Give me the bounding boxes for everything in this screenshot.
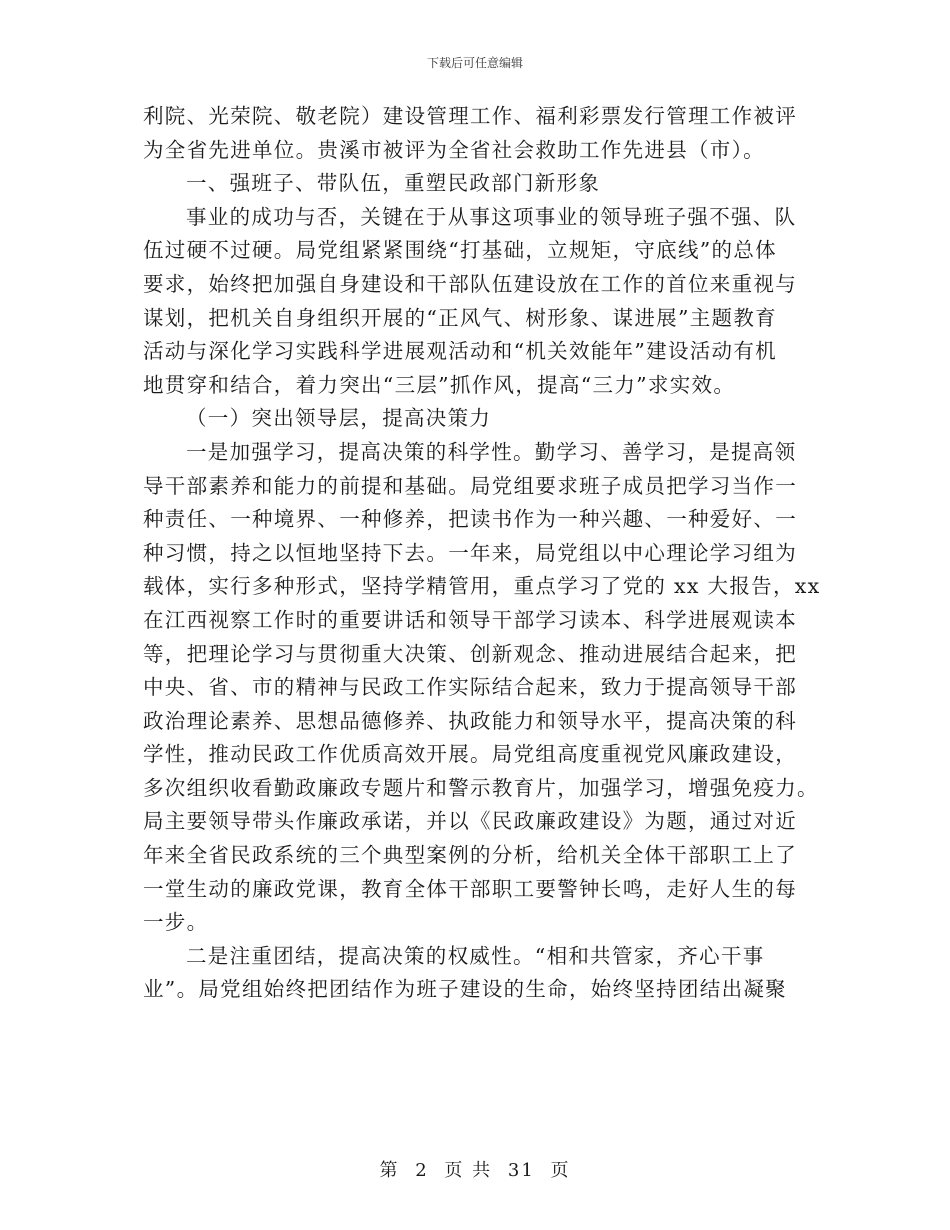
footer-prefix: 第 — [379, 1160, 400, 1181]
footer-middle: 页 共 — [444, 1160, 493, 1181]
text-line: 活动与深化学习实践科学进展观活动和“机关效能年”建设活动有机 — [143, 339, 777, 364]
text-line: 事业的成功与否，关键在于从事这项事业的领导班子强不强、队 — [186, 204, 797, 229]
text-line: 局主要领导带头作廉政承诺，并以《民政廉政建设》为题，通过对近 — [143, 809, 797, 834]
text-line: 导干部素养和能力的前提和基础。局党组要求班子成员把学习当作一 — [143, 473, 797, 498]
page-header: 下载后可任意编辑 — [426, 56, 523, 70]
footer-suffix: 页 — [550, 1160, 571, 1181]
text-line: 谋划，把机关自身组织开展的“正风气、树形象、谋进展”主题教育 — [143, 305, 777, 330]
footer-total-pages: 31 — [507, 1160, 535, 1181]
text-line: 要求，始终把加强自身建设和干部队伍建设放在工作的首位来重视与 — [143, 271, 797, 296]
text-line: 等，把理论学习与贯彻重大决策、创新观念、推动进展结合起来，把 — [143, 641, 797, 666]
text-line: 伍过硬不过硬。局党组紧紧围绕“打基础，立规矩，守底线”的总体 — [143, 238, 777, 263]
text-line: 中央、省、市的精神与民政工作实际结合起来，致力于提高领导干部 — [143, 675, 797, 700]
text-line: 业”。局党组始终把团结作为班子建设的生命，始终坚持团结出凝聚 — [143, 977, 787, 1002]
text-line: 一堂生动的廉政党课，教育全体干部职工要警钟长鸣，走好人生的每 — [143, 876, 797, 901]
text-line: 一是加强学习，提高决策的科学性。勤学习、善学习，是提高领 — [186, 439, 797, 464]
text-line: 地贯穿和结合，着力突出“三层”抓作风，提高“三力”求实效。 — [143, 372, 736, 397]
text-line: 载体，实行多种形式，坚持学精管用，重点学习了党的 xx 大报告，xx — [143, 574, 821, 599]
text-line: 为全省先进单位。贵溪市被评为全省社会救助工作先进县（市）。 — [143, 137, 765, 162]
text-line: 年来全省民政系统的三个典型案例的分析，给机关全体干部职工上了 — [143, 843, 797, 868]
page-footer — [0, 1156, 950, 1182]
footer-page-number: 2 — [415, 1160, 429, 1181]
text-line: 一步。 — [143, 910, 209, 935]
text-line: 多次组织收看勤政廉政专题片和警示教育片，加强学习，增强免疫力。 — [143, 775, 819, 800]
text-line: 政治理论素养、思想品德修养、执政能力和领导水平，提高决策的科 — [143, 708, 797, 733]
text-line: （一）突出领导层，提高决策力 — [186, 406, 492, 431]
text-line: 一、强班子、带队伍，重塑民政部门新形象 — [186, 171, 601, 196]
text-line: 学性，推动民政工作优质高效开展。局党组高度重视党风廉政建设， — [143, 742, 797, 767]
text-line: 种习惯，持之以恒地坚持下去。一年来，局党组以中心理论学习组为 — [143, 540, 797, 565]
document-body — [143, 100, 821, 1007]
text-line: 二是注重团结，提高决策的权威性。“相和共管家，齐心干事 — [186, 943, 765, 968]
text-line: 在江西视察工作时的重要讲话和领导干部学习读本、科学进展观读本 — [143, 607, 797, 632]
text-line: 利院、光荣院、敬老院）建设管理工作、福利彩票发行管理工作被评 — [143, 104, 797, 128]
text-line: 种责任、一种境界、一种修养，把读书作为一种兴趣、一种爱好、一 — [143, 507, 797, 532]
